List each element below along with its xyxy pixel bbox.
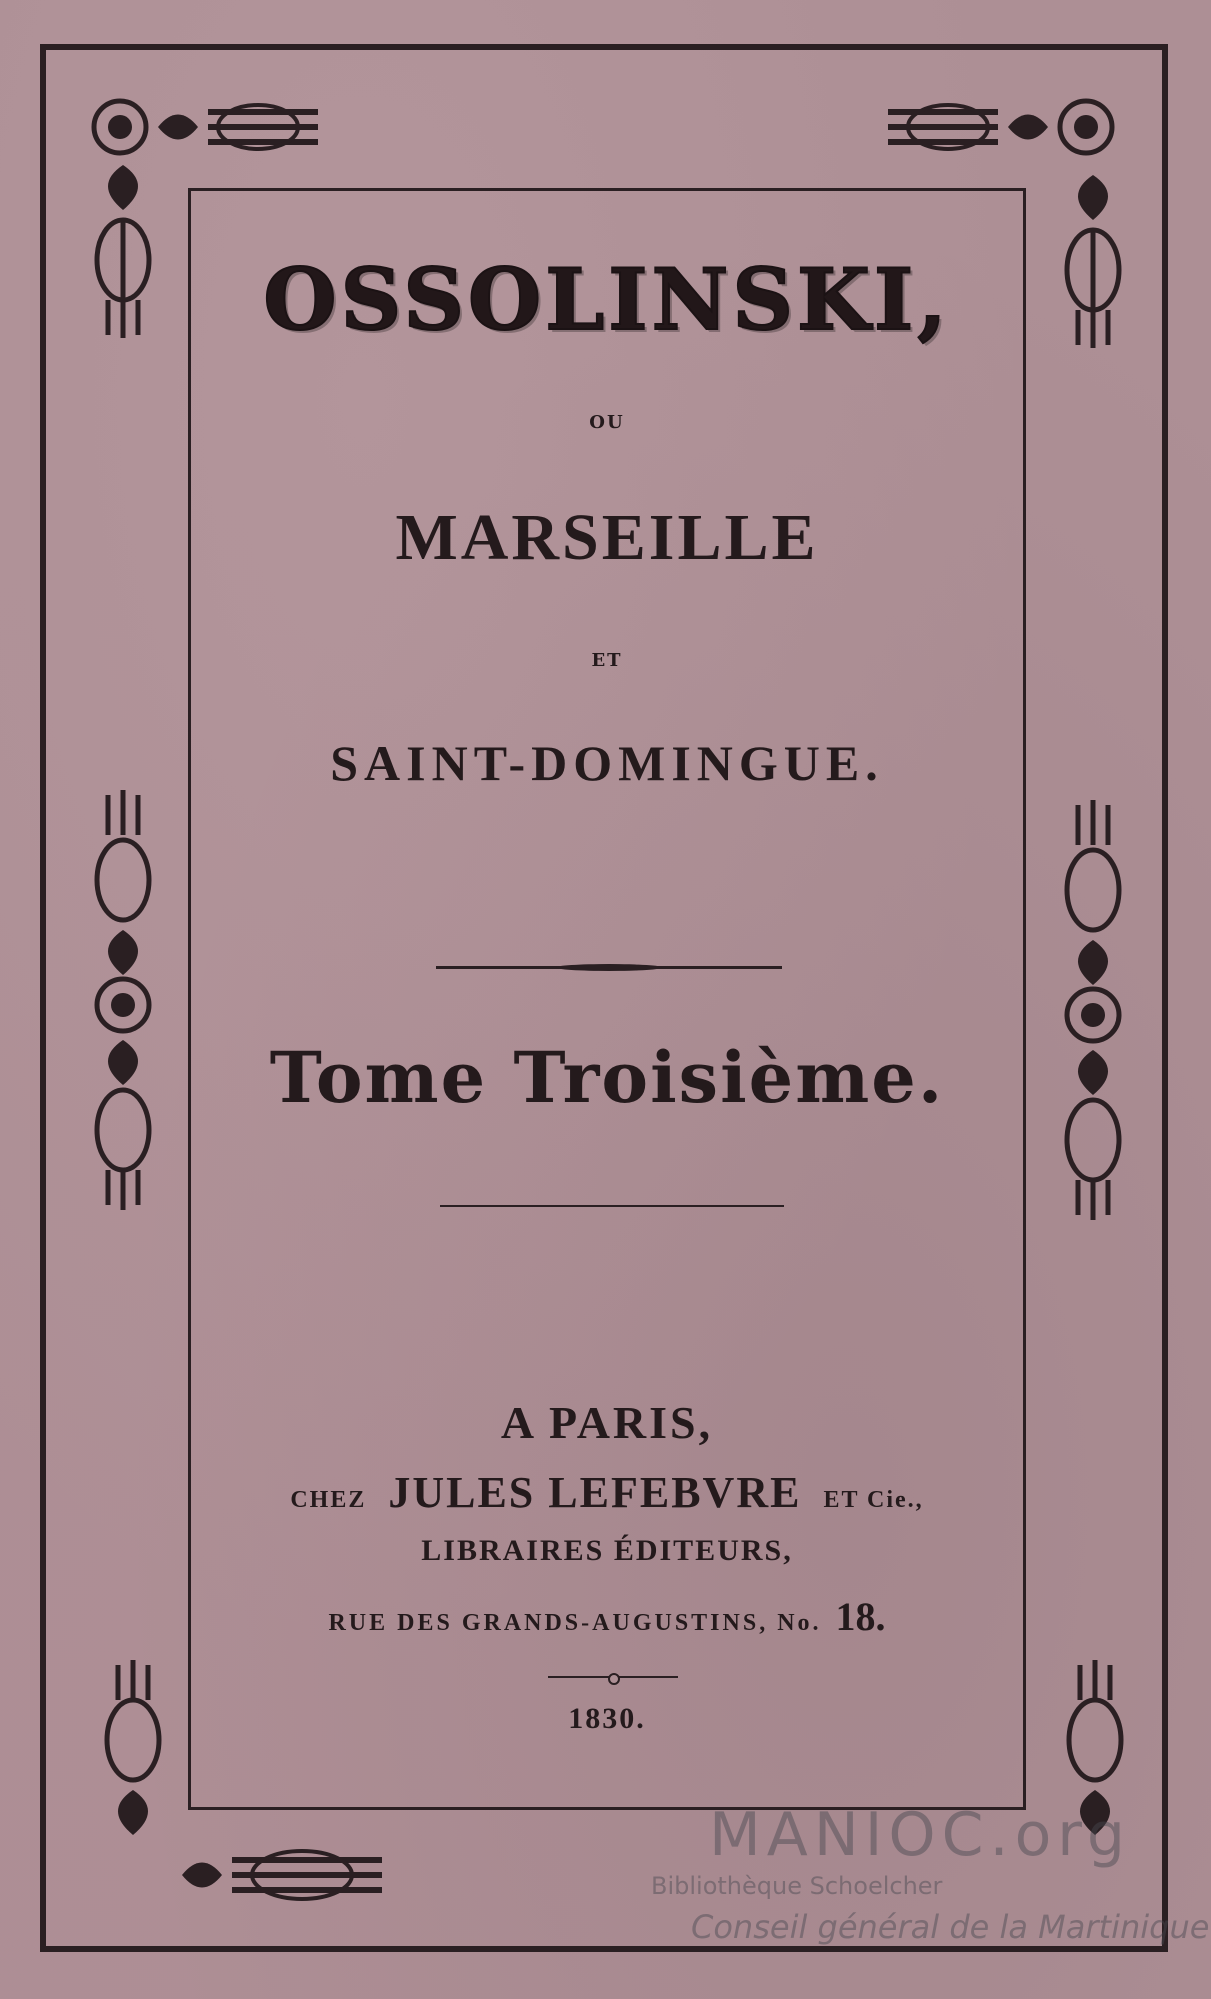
imprint-address-line: [188, 1593, 1026, 1640]
side-ornament-middle-left: [88, 790, 158, 1210]
decorative-rule-bottom: [440, 1205, 784, 1207]
imprint-publisher-line: [188, 1467, 1026, 1518]
subtitle-marseille: MARSEILLE: [395, 501, 819, 574]
imprint-chez: CHEZ: [290, 1487, 367, 1513]
watermark-logo: MANIOC.org: [709, 1800, 1131, 1870]
imprint-address: RUE DES GRANDS-AUGUSTINS, No.: [328, 1610, 822, 1636]
side-ornament-middle-right: [1058, 800, 1128, 1220]
publication-year: 1830.: [568, 1702, 646, 1735]
imprint-role: LIBRAIRES ÉDITEURS,: [421, 1534, 793, 1567]
imprint-place: A PARIS,: [500, 1397, 714, 1448]
imprint-publisher-name: JULES LEFEBVRE: [388, 1468, 802, 1517]
watermark-library: Bibliothèque Schoelcher: [651, 1872, 943, 1900]
corner-ornament-bottom-left: [172, 1840, 402, 1910]
decorative-rule-top: [436, 966, 782, 969]
decorative-rule-small: [548, 1676, 678, 1678]
imprint-address-number: 18.: [835, 1594, 886, 1639]
corner-ornament-top-left: [88, 92, 328, 162]
side-ornament-top-left: [88, 160, 158, 340]
volume-label: Tome Troisième.: [269, 1036, 945, 1119]
subtitle-saint-domingue: SAINT-DOMINGUE.: [330, 735, 884, 791]
conjunction-et: ET: [591, 650, 623, 671]
side-ornament-top-right: [1058, 170, 1128, 350]
book-title: OSSOLINSKI,: [263, 250, 951, 349]
conjunction-ou: OU: [589, 412, 625, 433]
imprint-et-cie: ET Cie.,: [823, 1487, 924, 1513]
watermark-council: Conseil général de la Martinique: [691, 1908, 1210, 1946]
corner-ornament-top-right: [878, 92, 1118, 162]
side-ornament-bottom-left: [98, 1660, 168, 1840]
